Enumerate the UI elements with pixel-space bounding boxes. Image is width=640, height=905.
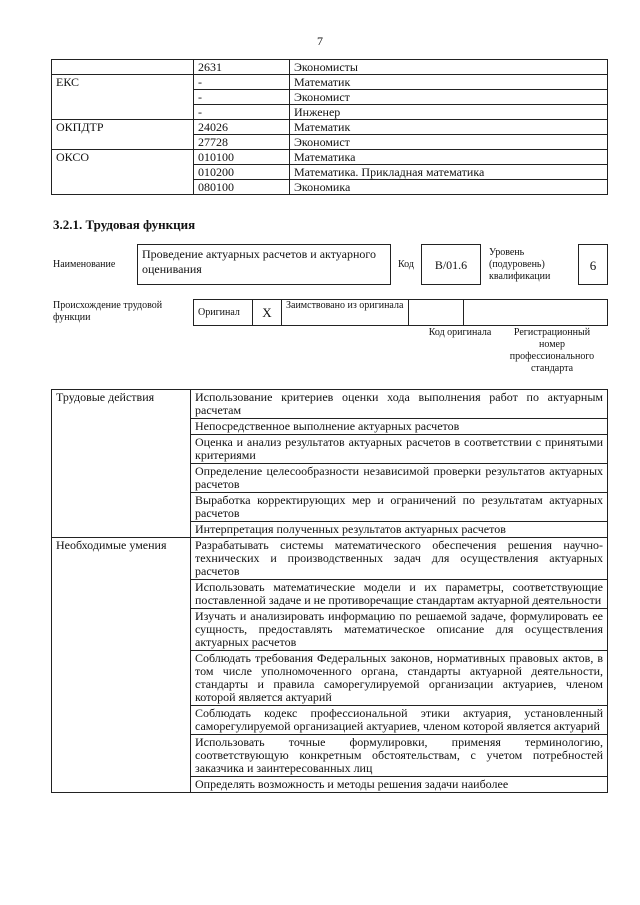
code-cell: -	[194, 75, 290, 90]
actions-item: Использование критериев оценки хода выполнения работ по актуарным расчетам	[191, 390, 608, 419]
code-label: Код	[398, 259, 414, 270]
code-caption: Код оригинала	[428, 327, 492, 338]
page-number: 7	[317, 34, 323, 48]
origin-code-cell	[409, 300, 464, 326]
name-cell: Экономист	[290, 135, 608, 150]
name-cell: Экономика	[290, 180, 608, 195]
name-cell: Экономисты	[290, 60, 608, 75]
actions-label: Трудовые действия	[52, 390, 191, 538]
skills-label: Необходимые умения	[52, 538, 191, 793]
table-row	[52, 150, 608, 165]
skills-item: Использовать точные формулировки, применяя терминологию, соответствующую конкретным обстоятельствам, с учетом потребностей заказчика и заинтересованных лиц	[191, 735, 608, 777]
actions-item: Непосредственное выполнение актуарных расчетов	[191, 419, 608, 435]
actions-item: Интерпретация полученных результатов актуарных расчетов	[191, 522, 608, 538]
origin-reg-cell	[464, 300, 608, 326]
actions-item: Определение целесообразности независимой проверки результатов актуарных расчетов	[191, 464, 608, 493]
origin-table	[193, 299, 608, 326]
function-details-table	[51, 389, 608, 793]
function-name: Проведение актуарных расчетов и актуарного оценивания	[142, 247, 377, 276]
group-cell	[52, 60, 194, 75]
original-label: Оригинал	[194, 300, 253, 326]
group-cell: ЕКС	[52, 75, 194, 120]
table-row	[52, 60, 608, 75]
actions-item: Выработка корректирующих мер и ограничений по результатам актуарных расчетов	[191, 493, 608, 522]
code-cell: 080100	[194, 180, 290, 195]
classification-table	[51, 59, 608, 195]
code-cell: 27728	[194, 135, 290, 150]
actions-item: Оценка и анализ результатов актуарных расчетов в соответствии с принятыми критериями	[191, 435, 608, 464]
group-cell: ОКПДТР	[52, 120, 194, 150]
skills-item: Определять возможность и методы решения задачи наиболее	[191, 777, 608, 793]
original-mark: X	[253, 300, 282, 326]
name-cell: Математика. Прикладная математика	[290, 165, 608, 180]
function-code-box	[421, 244, 481, 285]
skills-item: Соблюдать кодекс профессиональной этики актуария, установленный саморегулируемой организацией актуариев, членом которой является актуарий	[191, 706, 608, 735]
code-cell: 24026	[194, 120, 290, 135]
table-row	[52, 390, 608, 419]
code-cell: -	[194, 105, 290, 120]
name-cell: Инженер	[290, 105, 608, 120]
function-name-box	[137, 244, 391, 285]
name-cell: Экономист	[290, 90, 608, 105]
function-code: B/01.6	[434, 258, 468, 272]
level-box	[578, 244, 608, 285]
skills-item: Соблюдать требования Федеральных законов, нормативных правовых актов, в том числе уполномоченного органа, стандарты актуарной деятельности, стандарты и правила саморегулируемой организации актуариев, членом которой является актуарий	[191, 651, 608, 706]
borrowed-label: Заимствовано из оригинала	[282, 300, 409, 326]
level-label: Уровень (подуровень) квалификации	[489, 247, 551, 282]
table-row	[52, 75, 608, 90]
code-cell: -	[194, 90, 290, 105]
section-title: 3.2.1. Трудовая функция	[53, 217, 196, 232]
skills-item: Разрабатывать системы математического обеспечения решения научно-технических и производственных задач для осуществления актуарных расчетов	[191, 538, 608, 580]
group-cell: ОКСО	[52, 150, 194, 195]
table-row	[52, 120, 608, 135]
code-cell: 2631	[194, 60, 290, 75]
name-label: Наименование	[53, 259, 116, 270]
code-cell: 010100	[194, 150, 290, 165]
code-cell: 010200	[194, 165, 290, 180]
level-value: 6	[589, 258, 597, 273]
name-cell: Математик	[290, 75, 608, 90]
name-cell: Математика	[290, 150, 608, 165]
reg-caption: Регистрационный номер профессионального стандарта	[509, 327, 595, 374]
origin-label: Происхождение трудовой функции	[53, 300, 163, 323]
table-row	[52, 538, 608, 580]
skills-item: Использовать математические модели и их параметры, соответствующие поставленной задаче и не противоречащие стандартам актуарной деятельности	[191, 580, 608, 609]
skills-item: Изучать и анализировать информацию по решаемой задаче, формулировать ее сущность, предоставлять математическое описание для осуществления актуарных расчетов	[191, 609, 608, 651]
name-cell: Математик	[290, 120, 608, 135]
